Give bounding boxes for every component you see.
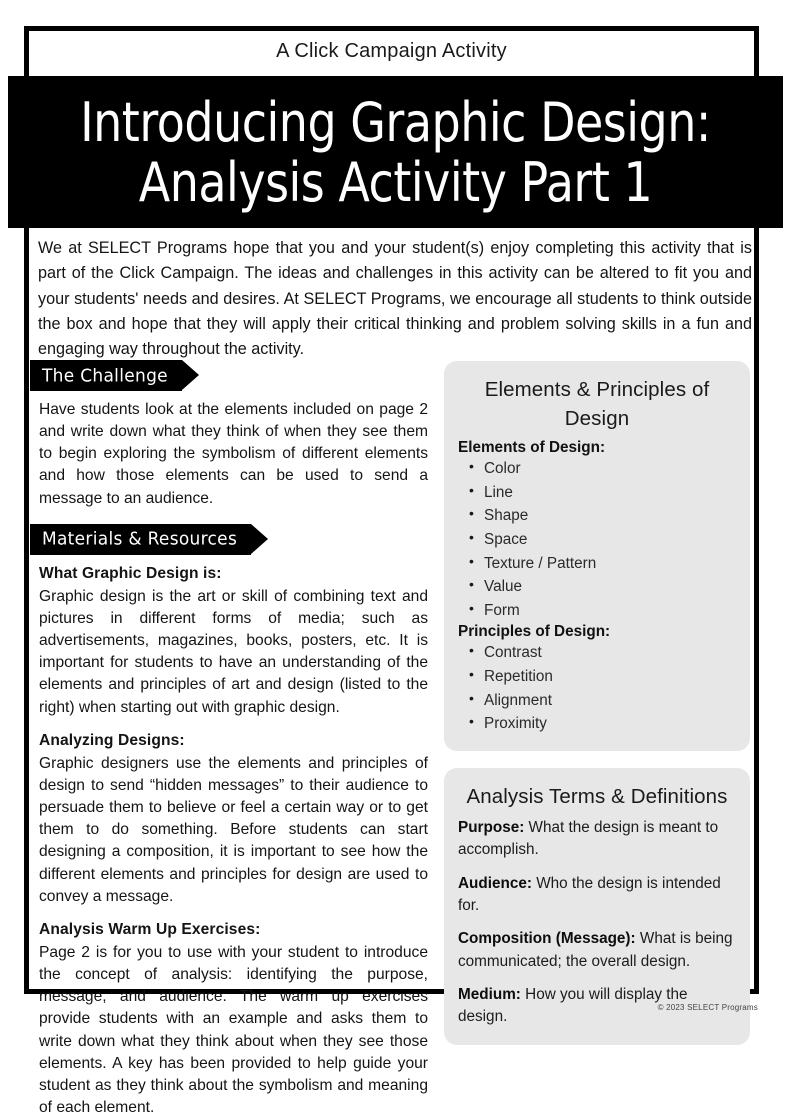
challenge-body-wrap: [30, 399, 430, 510]
list-item: • Proximity: [484, 713, 736, 734]
list-item: • Color: [484, 458, 736, 479]
term-entry: [458, 928, 736, 973]
term-label: Medium:: [458, 986, 521, 1003]
elements-list: [458, 458, 736, 621]
term-definition: What is being communicated; the overall design.: [458, 930, 733, 970]
card-title: Analysis Terms & Definitions: [466, 784, 728, 808]
ribbon-arrow-icon: [251, 524, 268, 554]
ribbon-materials-resources: [30, 524, 430, 555]
card-title: Elements & Principles of Design: [484, 378, 710, 431]
materials-section: [39, 730, 428, 908]
spacer: [39, 908, 428, 919]
principles-list: [458, 642, 736, 734]
list-item: • Shape: [484, 505, 736, 526]
term-entry: [458, 817, 736, 862]
list-item: • Contrast: [484, 642, 736, 663]
list-item: • Line: [484, 482, 736, 503]
term-entry: [458, 873, 736, 918]
term-definition: Who the design is intended for.: [458, 874, 721, 915]
intro-paragraph: We at SELECT Programs hope that you and your student(s) enjoy completing this activity that is part of the Click Campaign. The ideas and challenges in this activity can be altered to fit you and your students' needs and desires. At SELECT Programs, we encourage all students to think outside the box and hope that they will apply their critical thinking and problem solving skills in a fun and engaging way throughout the activity.: [38, 239, 752, 359]
list-item: • Value: [484, 576, 736, 597]
ribbon-body: [30, 360, 182, 391]
term-label: Composition (Message):: [458, 930, 636, 948]
term-label: Audience:: [458, 874, 532, 892]
ribbon-label-materials: Materials & Resources: [42, 528, 238, 550]
spacer: [30, 510, 430, 524]
term-definition: What the design is meant to accomplish.: [458, 819, 719, 859]
page-title-line-2: Analysis Activity Part 1: [138, 150, 653, 214]
materials-section: [39, 563, 428, 719]
list-item: • Repetition: [484, 666, 736, 687]
materials-section: [39, 919, 428, 1119]
title-banner: [8, 76, 783, 228]
ribbon-body: [30, 524, 251, 555]
materials-body-wrap: [30, 563, 430, 1119]
ribbon-label-challenge: The Challenge: [42, 364, 168, 387]
list-item: • Alignment: [484, 690, 736, 711]
ribbon-arrow-icon: [182, 360, 199, 390]
section-body: Graphic designers use the elements and principles of design to send “hidden messages” to their audience to persuade them to believe or feel a certain way or to get them to do something. Before students can start designing a composition, it is important to see how the different elements and principles for design are used to convey a message.: [39, 754, 428, 905]
section-body: Graphic design is the art or skill of combining text and pictures in different forms of media; such as advertisements, magazines, books, posters, etc. It is important for students to have an understanding of the elements and principles of art and design (listed to the right) when starting out with graphic design.: [39, 587, 428, 716]
term-label: Purpose:: [458, 819, 525, 837]
section-heading: What Graphic Design is:: [39, 564, 222, 582]
elements-heading: Elements of Design:: [458, 439, 606, 457]
term-definition: How you will display the design.: [458, 986, 688, 1026]
challenge-body: Have students look at the elements included on page 2 and write down what they think of when they see them to begin exploring the symbolism of different elements and how those elements can be used to send a message to an audience.: [39, 401, 428, 507]
right-column: [444, 361, 750, 1062]
list-item: • Space: [484, 529, 736, 550]
list-item: • Form: [484, 600, 736, 621]
copyright-credit: © 2023 SELECT Programs: [657, 1003, 758, 1012]
list-item: • Texture / Pattern: [484, 553, 736, 574]
section-body: Page 2 is for you to use with your student to introduce the concept of analysis: identifying the purpose, message, and audience. The warm up exercises provide students with an example and asks them to write down what they think about when they see those elements. A key has been provided to help guide your student as they think about the symbolism and meaning of each element.: [39, 943, 428, 1116]
principles-heading: Principles of Design:: [458, 623, 611, 641]
section-heading: Analyzing Designs:: [39, 731, 185, 749]
spacer: [39, 719, 428, 730]
eyebrow-label: A Click Campaign Activity: [276, 40, 507, 62]
page-title-line-1: Introducing Graphic Design:: [80, 90, 711, 154]
ribbon-the-challenge: [30, 360, 430, 391]
elements-principles-card: [444, 361, 750, 751]
section-heading: Analysis Warm Up Exercises:: [39, 920, 261, 938]
left-column: [30, 360, 430, 1119]
